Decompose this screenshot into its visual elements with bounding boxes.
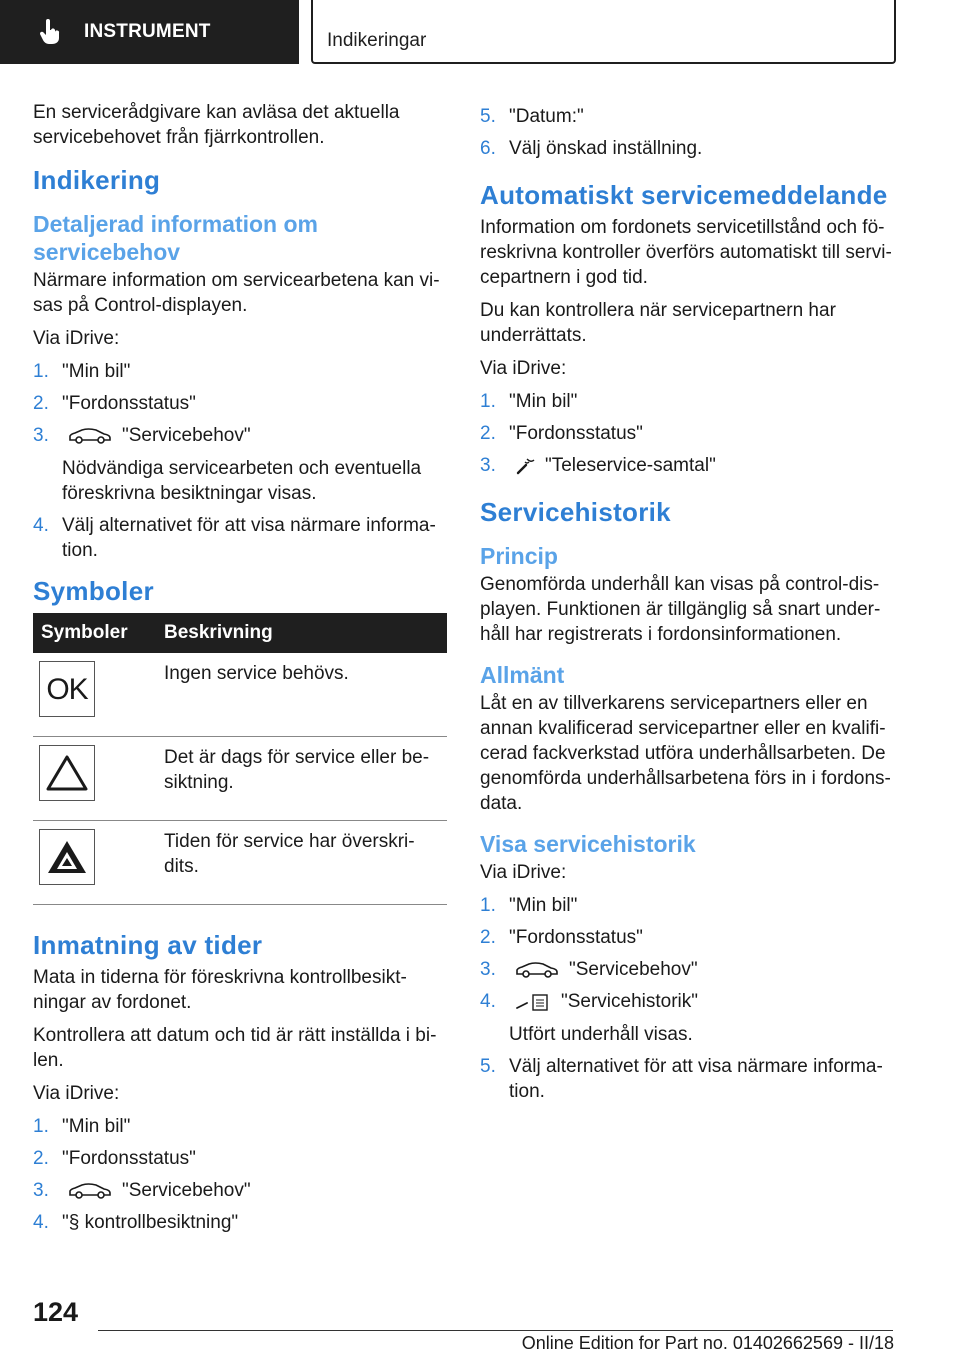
via-idrive-label: Via iDrive: — [33, 1083, 120, 1104]
symbols-table — [33, 613, 447, 905]
list-item: 4. "Servicehistorik" Utfört underhåll visas. — [480, 991, 699, 1045]
steps-list-4 — [480, 893, 895, 1104]
inmatning-paragraph-2: Kontrollera att datum och tid är rätt inställda i bilen. — [33, 1025, 437, 1071]
steps-list-cont — [480, 104, 895, 161]
list-item: 1. "Min bil" — [33, 361, 131, 382]
list-item: 4. Välj alternativet för att visa närmare information. — [33, 515, 436, 561]
table-header: Symboler — [33, 613, 156, 653]
page-number: 124 — [33, 1297, 79, 1327]
car-icon — [68, 427, 112, 445]
via-idrive-label: Via iDrive: — [480, 358, 567, 379]
heading-allmant: Allmänt — [480, 662, 565, 688]
list-item: 1. "Min bil" — [480, 895, 578, 916]
list-item: 1. "Min bil" — [480, 391, 578, 412]
wrench-signal-icon — [515, 456, 535, 476]
list-item: 3. "Teleservice-samtal" — [480, 455, 716, 476]
heading-princip: Princip — [480, 543, 558, 569]
left-column — [33, 100, 447, 1247]
list-item: 3. "Servicebehov" — [480, 959, 698, 980]
table-header: Beskrivning — [156, 613, 447, 653]
princip-paragraph: Genomförda underhåll kan visas på control-displayen. Funktionen är tillgänglig så snart underhåll har registrerats i fordonsinformationen. — [480, 574, 881, 645]
detaljerad-paragraph: Närmare information om servicearbetena kan visas på Control-displayen. — [33, 270, 440, 316]
car-icon — [68, 1182, 112, 1200]
heading-auto-service: Automatiskt servicemeddelande — [480, 180, 888, 210]
chapter-title: Indikeringar — [327, 30, 427, 51]
heading-inmatning: Inmatning av tider — [33, 930, 263, 960]
service-history-icon — [515, 992, 551, 1012]
list-item: 5. "Datum:" — [480, 106, 584, 127]
footer-edition: Online Edition for Part no. 01402662569 - II/18 — [521, 1333, 894, 1353]
intro-paragraph: En servicerådgivare kan avläsa det aktuella servicebehovet från fjärrkontrollen. — [33, 102, 400, 148]
warning-outline-icon — [39, 745, 95, 801]
list-item: 3. "Servicebehov" — [33, 1180, 251, 1201]
section-tab — [0, 0, 299, 64]
list-item: 2. "Fordonsstatus" — [33, 1148, 196, 1169]
section-label: INSTRUMENT — [84, 21, 211, 42]
heading-symboler: Symboler — [33, 576, 154, 606]
heading-indikering: Indikering — [33, 165, 161, 195]
warning-filled-icon — [39, 829, 95, 885]
heading-servicehistorik: Servicehistorik — [480, 497, 671, 527]
table-row: Det är dags för service eller besiktning. — [33, 737, 447, 821]
list-item: 4. "§ kontrollbesiktning" — [33, 1212, 239, 1233]
allmant-paragraph: Låt en av tillverkarens servicepartners eller en annan kvalificerad servicepartner eller en kvalificerad fackverkstad utföra underhållsarbeten. De genomförda underhållsarbetena förs in i fordonsdata. — [480, 693, 891, 814]
list-item: 3. "Servicebehov" Nödvändiga servicearbeten och eventuella föreskrivna besiktningar visas. — [33, 425, 422, 504]
footer-divider — [98, 1330, 893, 1331]
list-item: 6. Välj önskad inställning. — [480, 138, 703, 159]
list-item: 2. "Fordonsstatus" — [480, 927, 643, 948]
steps-list-2 — [33, 1114, 447, 1235]
via-idrive-label: Via iDrive: — [480, 862, 567, 883]
list-item: 2. "Fordonsstatus" — [33, 393, 196, 414]
via-idrive-label: Via iDrive: — [33, 328, 120, 349]
inmatning-paragraph-1: Mata in tiderna för föreskrivna kontrollbesiktningar av fordonet. — [33, 967, 407, 1013]
list-item: 1. "Min bil" — [33, 1116, 131, 1137]
hand-pointer-icon — [38, 19, 62, 45]
heading-visa-historik: Visa servicehistorik — [480, 831, 696, 857]
chapter-tab — [311, 0, 896, 64]
ok-symbol-icon: OK — [39, 661, 95, 717]
right-column — [480, 100, 895, 1116]
auto-paragraph-2: Du kan kontrollera när servicepartnern har underrättats. — [480, 300, 836, 346]
table-row: OK Ingen service behövs. — [33, 653, 447, 737]
auto-paragraph-1: Information om fordonets servicetillstånd och föreskrivna kontroller överförs automatiskt till servicepartnern i god tid. — [480, 217, 892, 288]
steps-list-3 — [480, 389, 895, 478]
list-item: 2. "Fordonsstatus" — [480, 423, 643, 444]
steps-list-1 — [33, 359, 447, 563]
heading-detaljerad: Detaljerad information om servicebehov — [33, 211, 318, 265]
car-icon — [515, 961, 559, 979]
table-row: Tiden för service har överskridits. — [33, 821, 447, 905]
list-item: 5. Välj alternativet för att visa närmare information. — [480, 1056, 883, 1102]
